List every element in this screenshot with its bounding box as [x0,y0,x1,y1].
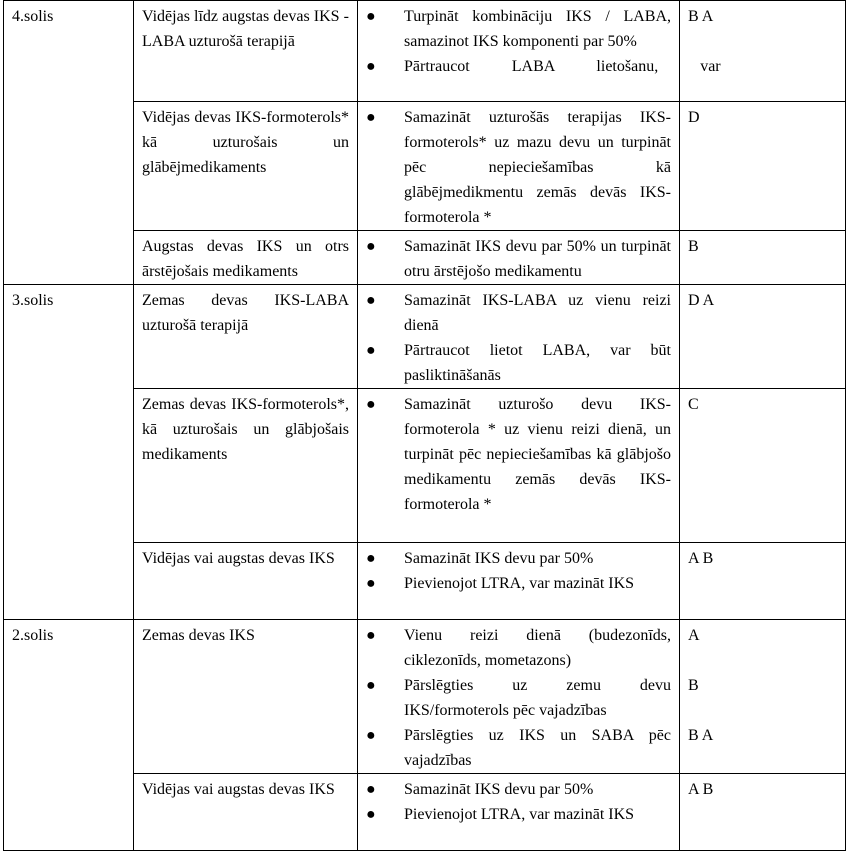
table-row [4,285,846,389]
bullet-icon: ● [366,58,376,75]
table-row [4,1,846,102]
actions-cell [358,231,680,285]
step-cell [4,620,134,851]
actions-cell [358,285,680,389]
bullet-icon: ● [366,8,376,25]
condition-cell: Zemas devas IKS-LABA uzturošā terapijā [134,285,358,389]
action-item: ● Samazināt uzturošās terapijas IKS-formoterols* uz mazu devu un turpināt pēc nepieciešamības kā glābējmedikmentu zemās devās IKS-formoterola * [366,105,671,230]
evidence-level: C [688,396,699,413]
action-item: ● Pārtraucot lietot LABA, var būt pasliktināšanās [366,338,671,388]
bullet-icon: ● [366,238,376,255]
bullet-icon: ● [366,396,376,413]
bullet-icon: ● [366,806,376,823]
level-cell [680,231,846,285]
condition-cell: Vidējas līdz augstas devas IKS - LABA uzturošā terapijā [134,1,358,102]
level-cell [680,620,846,774]
level-cell [680,543,846,620]
level-cell [680,1,846,102]
action-item: ● Pārslēgties uz zemu devu IKS/formoterols pēc vajadzības [366,673,671,723]
step-label: 2.solis [12,627,54,644]
bullet-icon: ● [366,781,376,798]
action-item: ● Pievienojot LTRA, var mazināt IKS [366,571,671,596]
evidence-level: A B [688,781,714,798]
action-item: ● Pārtraucot LABA lietošanu, var [366,54,671,79]
level-cell [680,774,846,851]
actions-cell [358,774,680,851]
level-cell [680,389,846,543]
step-down-table [3,0,846,851]
evidence-level: A B [688,550,714,567]
evidence-level: B [688,238,699,255]
actions-cell [358,543,680,620]
level-cell [680,102,846,231]
bullet-icon: ● [366,109,376,126]
actions-cell [358,102,680,231]
step-label: 3.solis [12,292,54,309]
condition-cell: Vidējas vai augstas devas IKS [134,774,358,851]
actions-cell [358,620,680,774]
condition-cell: Vidējas devas IKS-formoterols* kā uzturošais un glābējmedikaments [134,102,358,231]
actions-cell [358,389,680,543]
action-item: ● Samazināt uzturošo devu IKS-formoterola * uz vienu reizi dienā, un turpināt pēc nepieciešamības kā glābjošo medikamentu zemās devās IKS-formoterola * [366,392,671,517]
evidence-level: B [688,677,699,694]
action-item: ● Pārslēgties uz IKS un SABA pēc vajadzības [366,723,671,773]
step-label: 4.solis [12,8,54,25]
evidence-level: B A [688,8,714,25]
bullet-icon: ● [366,292,376,309]
evidence-level: B A [688,727,714,744]
action-item: ● Samazināt IKS devu par 50% [366,546,671,571]
actions-cell [358,1,721,102]
condition-cell: Zemas devas IKS-formoterols*, kā uzturošais un glābjošais medikaments [134,389,358,543]
bullet-icon: ● [366,627,376,644]
bullet-icon: ● [366,677,376,694]
action-item: ● Turpināt kombināciju IKS / LABA, samazinot IKS komponenti par 50% [366,4,671,54]
level-cell [680,285,846,389]
table-row [4,620,846,774]
evidence-level: A [688,627,700,644]
bullet-icon: ● [366,727,376,744]
step-cell [4,1,134,285]
action-item: ● Pievienojot LTRA, var mazināt IKS [366,802,671,827]
action-item: ● Vienu reizi dienā (budezonīds, ciklezonīds, mometazons) [366,623,671,673]
condition-cell: Augstas devas IKS un otrs ārstējošais medikaments [134,231,358,285]
condition-cell: Zemas devas IKS [134,620,358,774]
evidence-level: D A [688,292,715,309]
bullet-icon: ● [366,575,376,592]
action-item: ● Samazināt IKS devu par 50% [366,777,671,802]
evidence-level: D [688,109,700,126]
condition-cell: Vidējas vai augstas devas IKS [134,543,358,620]
step-cell [4,285,134,620]
action-item: ● Samazināt IKS-LABA uz vienu reizi dienā [366,288,671,338]
bullet-icon: ● [366,550,376,567]
bullet-icon: ● [366,342,376,359]
action-item: ● Samazināt IKS devu par 50% un turpināt otru ārstējošo medikamentu [366,234,671,284]
